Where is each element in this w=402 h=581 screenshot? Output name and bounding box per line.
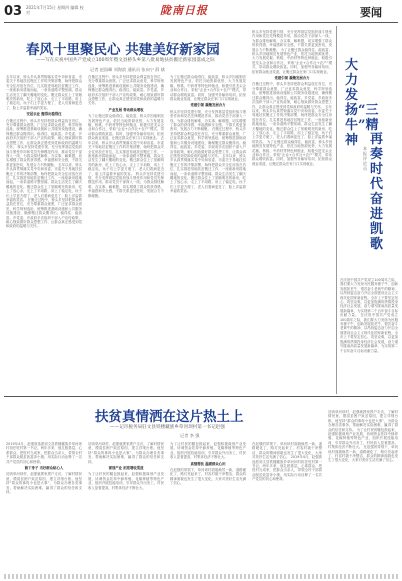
- article1-column-3: [170, 75, 246, 390]
- page-number: 03: [4, 4, 23, 19]
- article2-body-mid: 初到草河坝村，赵强就挨家挨户走访，了解村情民意，摸清贫困户致贫原因，建立详细台账。他坚持“群众的事再小也是大事”，为群众办理各类事务，帮助解决实际困难，赢得了群众的信任和支持。: [6, 472, 82, 495]
- article1-body-left-cont: 去年以来，桥头乡认真贯彻落实党中央和省委、市委关于易地扶贫搬迁工作的决策部署，始终把群众安全住房放在首位，扎实推进易地扶贫搬迁工作，一座座新房拔地而起，一条条道路平整宽阔，群众生活发生了翻天覆地的变化。搬迁群众住上了宽敞明亮的新房，吃上了放心水，走上了平坦路，用上了稳定电，孩子们上学更方便了，老人们看病更近了，脸上洋溢着幸福的笑容。: [6, 162, 82, 202]
- article2-column-2: [88, 442, 164, 572]
- article1-body-extra: 桥头乡坚持党建引领，充分发挥基层党组织战斗堡垒作用和党员先锋模范作用，推动党员干部深入一线，为群众排忧解难，办实事、解难题，切实增强了群众的获得感、幸福感和安全感，干群关系更加密切，发展合力不断凝聚。: [6, 145, 82, 167]
- article1-body-left-2: 去年以来，桥头乡认真贯彻落实党中央和省委、市委关于易地扶贫搬迁工作的决策部署，始终把群众安全住房放在首位，扎实推进易地扶贫搬迁工作，一座座新房拔地而起，一条条道路平整宽阔，群众生活发生了翻天覆地的变化。搬迁群众住上了宽敞明亮的新房，吃上了放心水，走上了平坦路，用上了稳定电，孩子们上学更方便了，老人们看病更近了，脸上洋溢着幸福的笑容。: [88, 136, 164, 176]
- article2-body-mid-2: 初到草河坝村，赵强就挨家挨户走访，了解村情民意，摸清贫困户致贫原因，建立详细台账。他坚持“群众的事再小也是大事”，为群众办理各类事务，帮助解决实际困难，赢得了群众的信任和支持。: [88, 442, 164, 464]
- newspaper-logo: 陇南日报: [160, 4, 208, 17]
- article2-column-4: [252, 442, 322, 572]
- sidebar-body: [340, 278, 398, 390]
- article2-column-3: [170, 442, 246, 572]
- article1-subhead: ——写在庆祝中国共产党成立100周年暨文县桥头乡第八批易地扶贫搬迁新家园落成之际: [36, 58, 215, 63]
- article2-body-right-3: 为了让村民的腰包鼓起来，赵强积极谋划产业发展，协调资金扶持中蜂养殖、花椒种植等特色产业，组织开展技能培训，引导群众外出务工，村民收入显著提高，村集体经济不断壮大。: [170, 442, 246, 460]
- article2-subheading-b: 谋划产业 拓宽增收渠道: [108, 466, 144, 471]
- article-divider: [4, 396, 398, 397]
- article1-byline: 记者 赵国峰 刘海滨 通讯员 张向宁 薛 斌: [90, 67, 165, 72]
- sidebar-title-line2: 再奏时代奋进凯歌: [370, 132, 384, 252]
- sidebar-body-text: 在庆祝中国共产党成立100周年之际，我们要大力发扬为民服务孺子牛、创新发展拓荒牛、艰苦奋斗老黄牛的精神，以昂扬姿态奋力开启全面建设社会主义现代化国家新征程。全市上下要坚定信心、攻坚克难，以更加饱满的热情投身经济社会发展，奋力谱写陇南高质量发展新篇章，为实现第二个百年奋斗目标贡献力量。: [340, 278, 398, 318]
- article2-body-mid-5: 初到草河坝村，赵强就挨家挨户走访，了解村情民意，摸清贫困户致贫原因，建立详细台账。他坚持“群众的事再小也是大事”，为群众办理各类事务，帮助解决实际困难，赢得了群众的信任和支持。: [328, 410, 398, 432]
- article1-headline: 春风十里聚民心 共建美好新家园: [26, 42, 220, 58]
- section-tag: 要闻: [360, 6, 382, 19]
- article2-headline: 扶贫真情洒在这片热土上: [95, 409, 244, 425]
- article1-body-left: 去年以来，桥头乡认真贯彻落实党中央和省委、市委关于易地扶贫搬迁工作的决策部署，始终把群众安全住房放在首位，扎实推进易地扶贫搬迁工作，一座座新房拔地而起，一条条道路平整宽阔，群众生活发生了翻天覆地的变化。搬迁群众住上了宽敞明亮的新房，吃上了放心水，走上了平坦路，用上了稳定电，孩子们上学更方便了，老人们看病更近了，脸上洋溢着幸福的笑容。: [6, 75, 82, 110]
- article1-subheading-c-4: 党建引领 凝聚发展合力: [274, 76, 310, 81]
- article1-body-left-4: 去年以来，桥头乡认真贯彻落实党中央和省委、市委关于易地扶贫搬迁工作的决策部署，始终把群众安全住房放在首位，扎实推进易地扶贫搬迁工作，一座座新房拔地而起，一条条道路平整宽阔，群众生活发生了翻天覆地的变化。搬迁群众住上了宽敞明亮的新房，吃上了放心水，走上了平坦路，用上了稳定电，孩子们上学更方便了，老人们看病更近了，脸上洋溢着幸福的笑容。: [252, 104, 332, 144]
- article1-body-right-4b: 为了让搬迁群众稳得住、能致富，桥头乡因地制宜发展特色产业，依托当地资源优势，大力发展花椒、核桃、中药材等特色种植业，积极引进龙头企业和合作社，采取“企业+合作社+农户”模式，带动群众增收致富。同时，加强劳务输转培训，拓宽群众就业渠道，让搬迁群众在家门口实现就业。: [252, 139, 332, 166]
- article1-body-mid-4: 在搬迁过程中，桥头乡坚持把群众利益放在首位，充分尊重群众意愿，广泛征求群众意见，科学规划选址，统筹推进基础设施和公共服务设施建设，确保搬迁群众搬得出、稳得住、能致富。乡党委、乡政府多次组织干部入户宣传政策，耐心细致做好群众思想工作，让群众真正感受到党和政府的温暖与关怀。: [252, 82, 332, 109]
- article1-subheading-b: 产业发展 带动群众增收: [108, 107, 144, 112]
- article2-subheading-c: 真情帮扶 温暖群众心田: [190, 461, 226, 466]
- article2-body-right: 为了让村民的腰包鼓起来，赵强积极谋划产业发展，协调资金扶持中蜂养殖、花椒种植等特色产业，组织开展技能培训，引导群众外出务工，村民收入显著提高，村集体经济不断壮大。: [88, 472, 164, 490]
- sidebar-author: 本报评论员: [363, 146, 367, 171]
- sidebar-title-line1: 大力发扬“三牛”精神: [345, 58, 379, 148]
- article2-body-left: 2019年4月，赵强被选派到文县铁楼藏族乡草河坝村担任驻村第一书记。两年多来，他扎根基层，心系群众，把驻村当成家，把群众当亲人，带领全村干部群众脱贫致富奔小康，用实际行动诠释了一名共产党员的初心和使命。: [6, 442, 82, 464]
- article1-body-right-2: 为了让搬迁群众稳得住、能致富，桥头乡因地制宜发展特色产业，依托当地资源优势，大力发展花椒、核桃、中药材等特色种植业，积极引进龙头企业和合作社，采取“企业+合作社+农户”模式，带动群众增收致富。同时，加强劳务输转培训，拓宽群众就业渠道，让搬迁群众在家门口实现就业。: [88, 114, 164, 141]
- article1-subheading-a: 安居乐业 搬得出稳得住: [26, 112, 62, 117]
- article1-body-extra-4: 桥头乡坚持党建引领，充分发挥基层党组织战斗堡垒作用和党员先锋模范作用，推动党员干部深入一线，为群众排忧解难，办实事、解难题，切实增强了群众的获得感、幸福感和安全感，干群关系更加密切，发展合力不断凝聚。: [252, 30, 332, 52]
- footer-strip: [4, 574, 398, 579]
- article2-subhead: ——记市税务局驻文县铁楼藏族乡草河坝村第一书记赵强: [110, 425, 225, 430]
- article2-body-left-4: 2019年4月，赵强被选派到文县铁楼藏族乡草河坝村担任驻村第一书记。两年多来，他扎根基层，心系群众，把驻村当成家，把群众当亲人，带领全村干部群众脱贫致富奔小康，用实际行动诠释了一名共产党员的初心和使命。: [252, 455, 322, 482]
- article2-byline: 记者 李 强: [180, 433, 200, 438]
- article2-body-extra-5: 在赵强的带领下，草河坝村面貌焕然一新，道路硬化了，路灯亮起来了，村容村貌干净整洁，群众的精神面貌也发生了很大变化，大家对美好生活充满了信心。: [328, 445, 398, 463]
- article1-body-right-3: 为了让搬迁群众稳得住、能致富，桥头乡因地制宜发展特色产业，依托当地资源优势，大力发展花椒、核桃、中药材等特色种植业，积极引进龙头企业和合作社，采取“企业+合作社+农户”模式，带动群众增收致富。同时，加强劳务输转培训，拓宽群众就业渠道，让搬迁群众在家门口实现就业。: [170, 75, 246, 102]
- article1-body-mid-cont: 在搬迁过程中，桥头乡坚持把群众利益放在首位，充分尊重群众意愿，广泛征求群众意见，科学规划选址，统筹推进基础设施和公共服务设施建设，确保搬迁群众搬得出、稳得住、能致富。乡党委、乡政府多次组织干部入户宣传政策，耐心细致做好群众思想工作，让群众真正感受到党和政府的温暖与关怀。: [6, 197, 82, 229]
- article1-body-extra-2: 桥头乡坚持党建引领，充分发挥基层党组织战斗堡垒作用和党员先锋模范作用，推动党员干部深入一线，为群众排忧解难，办实事、解难题，切实增强了群众的获得感、幸福感和安全感，干群关系更加密切，发展合力不断凝聚。: [88, 171, 164, 198]
- article2-column-5: [328, 410, 398, 572]
- article2-column-1: [6, 442, 82, 572]
- date-info: 2021年7月15日 星期四 编辑 校对: [26, 5, 84, 15]
- article1-column-1: [6, 75, 82, 390]
- sidebar-body-text-cont: 在庆祝中国共产党成立100周年之际，我们要大力发扬为民服务孺子牛、创新发展拓荒牛、艰苦奋斗老黄牛的精神，以昂扬姿态奋力开启全面建设社会主义现代化国家新征程。全市上下要坚定信心、攻坚克难，以更加饱满的热情投身经济社会发展，奋力谱写陇南高质量发展新篇章，为实现第二个百年奋斗目标贡献力量。: [340, 313, 398, 353]
- article2-body-extra-4: 在赵强的带领下，草河坝村面貌焕然一新，道路硬化了，路灯亮起来了，村容村貌干净整洁，群众的精神面貌也发生了很大变化，大家对美好生活充满了信心。: [252, 442, 322, 460]
- article2-body-extra: 在赵强的带领下，草河坝村面貌焕然一新，道路硬化了，路灯亮起来了，村容村貌干净整洁，群众的精神面貌也发生了很大变化，大家对美好生活充满了信心。: [170, 468, 246, 486]
- article1-body-extra-3: 桥头乡坚持党建引领，充分发挥基层党组织战斗堡垒作用和党员先锋模范作用，推动党员干部深入一线，为群众排忧解难，办实事、解难题，切实增强了群众的获得感、幸福感和安全感，干群关系更加密切，发展合力不断凝聚。: [170, 109, 246, 132]
- article1-column-4: [252, 30, 332, 390]
- header-rule: [4, 22, 398, 23]
- article1-body-mid-2: 在搬迁过程中，桥头乡坚持把群众利益放在首位，充分尊重群众意愿，广泛征求群众意见，科学规划选址，统筹推进基础设施和公共服务设施建设，确保搬迁群众搬得出、稳得住、能致富。乡党委、乡政府多次组织干部入户宣传政策，耐心细致做好群众思想工作，让群众真正感受到党和政府的温暖与关怀。: [88, 75, 164, 106]
- article2-subheading-a: 俯下身子 当好群众贴心人: [24, 466, 64, 471]
- article2-body-right-5: 为了让村民的腰包鼓起来，赵强积极谋划产业发展，协调资金扶持中蜂养殖、花椒种植等特色产业，组织开展技能培训，引导群众外出务工，村民收入显著提高，村集体经济不断壮大。: [328, 427, 398, 450]
- article1-body-mid-3: 在搬迁过程中，桥头乡坚持把群众利益放在首位，充分尊重群众意愿，广泛征求群众意见，科学规划选址，统筹推进基础设施和公共服务设施建设，确保搬迁群众搬得出、稳得住、能致富。乡党委、乡政府多次组织干部入户宣传政策，耐心细致做好群众思想工作，让群众真正感受到党和政府的温暖与关怀。: [170, 127, 246, 158]
- article1-body-right-4: 为了让搬迁群众稳得住、能致富，桥头乡因地制宜发展特色产业，依托当地资源优势，大力发展花椒、核桃、中药材等特色种植业，积极引进龙头企业和合作社，采取“企业+合作社+农户”模式，带动群众增收致富。同时，加强劳务输转培训，拓宽群众就业渠道，让搬迁群众在家门口实现就业。: [252, 47, 332, 74]
- article1-column-2: [88, 75, 164, 390]
- article1-body-mid: 在搬迁过程中，桥头乡坚持把群众利益放在首位，充分尊重群众意愿，广泛征求群众意见，科学规划选址，统筹推进基础设施和公共服务设施建设，确保搬迁群众搬得出、稳得住、能致富。乡党委、乡政府多次组织干部入户宣传政策，耐心细致做好群众思想工作，让群众真正感受到党和政府的温暖与关怀。: [6, 118, 82, 150]
- article1-body-left-3: 去年以来，桥头乡认真贯彻落实党中央和省委、市委关于易地扶贫搬迁工作的决策部署，始终把群众安全住房放在首位，扎实推进易地扶贫搬迁工作，一座座新房拔地而起，一条条道路平整宽阔，群众生活发生了翻天覆地的变化。搬迁群众住上了宽敞明亮的新房，吃上了放心水，走上了平坦路，用上了稳定电，孩子们上学更方便了，老人们看病更近了，脸上洋溢着幸福的笑容。: [170, 153, 246, 194]
- column-divider: [336, 26, 337, 394]
- article1-subheading-c: 党建引领 凝聚发展合力: [190, 103, 226, 108]
